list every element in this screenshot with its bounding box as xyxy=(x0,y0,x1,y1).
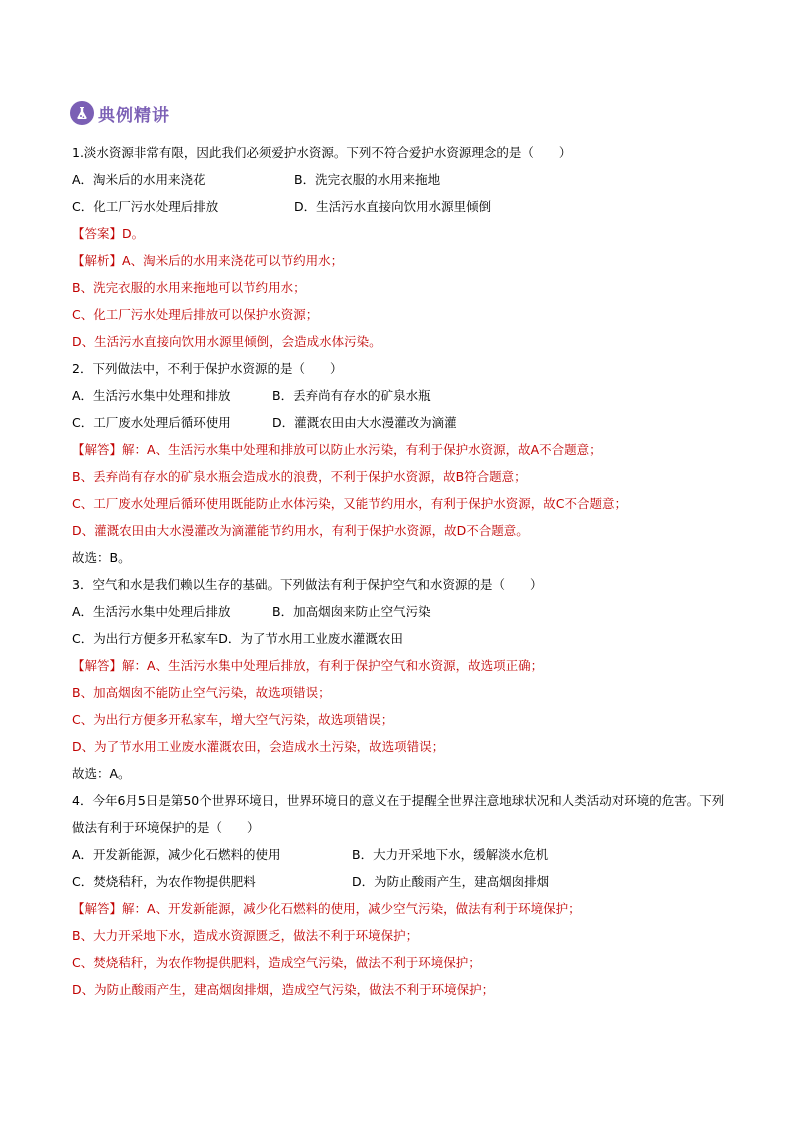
question-2-solution-b: B、丢弃尚有存水的矿泉水瓶会造成水的浪费，不利于保护水资源，故B符合题意； xyxy=(72,469,527,484)
question-2-stem: 2．下列做法中，不利于保护水资源的是（ ） xyxy=(72,361,343,376)
question-4-solution-c: C、焚烧秸秆，为农作物提供肥料，造成空气污染，做法不利于环境保护； xyxy=(72,955,481,970)
question-4-stem: 4．今年6月5日是第50个世界环境日，世界环境日的意义在于提醒全世界注意地球状况和人类活动对环境的危害。下列做法有利于环境保护的是（ ） xyxy=(72,793,725,835)
question-1-analysis-d: D、生活污水直接向饮用水源里倾倒，会造成水体污染。 xyxy=(72,334,382,349)
question-2-option-d: D．灌溉农田由大水漫灌改为滴灌 xyxy=(272,415,457,430)
solution-tag: 【解答】 xyxy=(72,901,123,916)
question-3-option-b: B．加高烟囱来防止空气污染 xyxy=(272,604,431,619)
question-4-option-a: A．开发新能源，减少化石燃料的使用 xyxy=(72,847,281,862)
question-3-choice: 故选：A。 xyxy=(72,766,131,781)
answer-tag: 【答案】 xyxy=(72,226,123,241)
question-1-options-row-1 xyxy=(72,166,732,193)
question-3-options-row-1 xyxy=(72,598,732,625)
question-3-solution-b: B、加高烟囱不能防止空气污染，故选项错误； xyxy=(72,685,331,700)
question-1-option-c: C．化工厂污水处理后排放 xyxy=(72,199,219,214)
question-1-analysis-b: B、洗完衣服的水用来拖地可以节约用水； xyxy=(72,280,306,295)
question-1-option-d: D．生活污水直接向饮用水源里倾倒 xyxy=(294,199,492,214)
question-1-answer xyxy=(72,220,732,247)
answer-value: D。 xyxy=(122,226,145,241)
question-2-option-c: C．工厂废水处理后循环使用 xyxy=(72,415,231,430)
question-3-solution-d: D、为了节水用工业废水灌溉农田，会造成水土污染，故选项错误； xyxy=(72,739,445,754)
question-3-solution-c: C、为出行方便多开私家车，增大空气污染，故选项错误； xyxy=(72,712,394,727)
solution-tag: 【解答】 xyxy=(72,658,123,673)
solution-tag: 【解答】 xyxy=(72,442,123,457)
question-3-option-c: C．为出行方便多开私家车 xyxy=(72,631,219,646)
question-2-option-a: A．生活污水集中处理和排放 xyxy=(72,388,231,403)
question-3-option-a: A．生活污水集中处理后排放 xyxy=(72,604,231,619)
question-4-option-d: D．为防止酸雨产生，建高烟囱排烟 xyxy=(352,874,550,889)
question-1-analysis-a: 【解析】A、淘米后的水用来浇花可以节约用水； xyxy=(72,253,344,268)
question-1-analysis-c: C、化工厂污水处理后排放可以保护水资源； xyxy=(72,307,319,322)
question-1-stem: 1.淡水资源非常有限，因此我们必须爱护水资源。下列不符合爱护水资源理念的是（ ） xyxy=(72,145,572,160)
question-2-choice: 故选：B。 xyxy=(72,550,131,565)
document-body xyxy=(72,139,732,1003)
question-3-solution-a: 【解答】解：A、生活污水集中处理后排放，有利于保护空气和水资源，故选项正确； xyxy=(72,658,544,673)
question-3-options-row-2 xyxy=(72,625,732,652)
section-header xyxy=(70,100,170,126)
question-2-solution-c: C、工厂废水处理后循环使用既能防止水体污染，又能节约用水，有利于保护水资源，故C不合题意； xyxy=(72,496,627,511)
question-2-solution-d: D、灌溉农田由大水漫灌改为滴灌能节约用水，有利于保护水资源，故D不合题意。 xyxy=(72,523,529,538)
question-2-solution-a: 【解答】解：A、生活污水集中处理和排放可以防止水污染，有利于保护水资源，故A不合题意； xyxy=(72,442,602,457)
question-4-solution-a: 【解答】解：A、开发新能源，减少化石燃料的使用，减少空气污染，做法有利于环境保护； xyxy=(72,901,581,916)
question-4-options-row-2 xyxy=(72,868,732,895)
section-title: 典例精讲 xyxy=(98,105,170,126)
question-4-solution-d: D、为防止酸雨产生，建高烟囱排烟，造成空气污染，做法不利于环境保护； xyxy=(72,982,495,997)
question-4-option-b: B．大力开采地下水，缓解淡水危机 xyxy=(352,847,549,862)
question-4-options-row-1 xyxy=(72,841,732,868)
question-4-solution-b: B、大力开采地下水，造成水资源匮乏，做法不利于环境保护； xyxy=(72,928,419,943)
question-1-option-a: A．淘米后的水用来浇花 xyxy=(72,172,206,187)
flask-icon xyxy=(70,101,94,125)
question-2-options-row-2 xyxy=(72,409,732,436)
question-1-options-row-2 xyxy=(72,193,732,220)
question-3-stem: 3．空气和水是我们赖以生存的基础。下列做法有利于保护空气和水资源的是（ ） xyxy=(72,577,543,592)
question-2-options-row-1 xyxy=(72,382,732,409)
question-4-option-c: C．焚烧秸秆，为农作物提供肥料 xyxy=(72,874,256,889)
question-1-option-b: B．洗完衣服的水用来拖地 xyxy=(294,172,441,187)
question-3-option-d: D．为了节水用工业废水灌溉农田 xyxy=(218,631,403,646)
question-2-option-b: B．丢弃尚有存水的矿泉水瓶 xyxy=(272,388,431,403)
analysis-tag: 【解析】 xyxy=(72,253,123,268)
